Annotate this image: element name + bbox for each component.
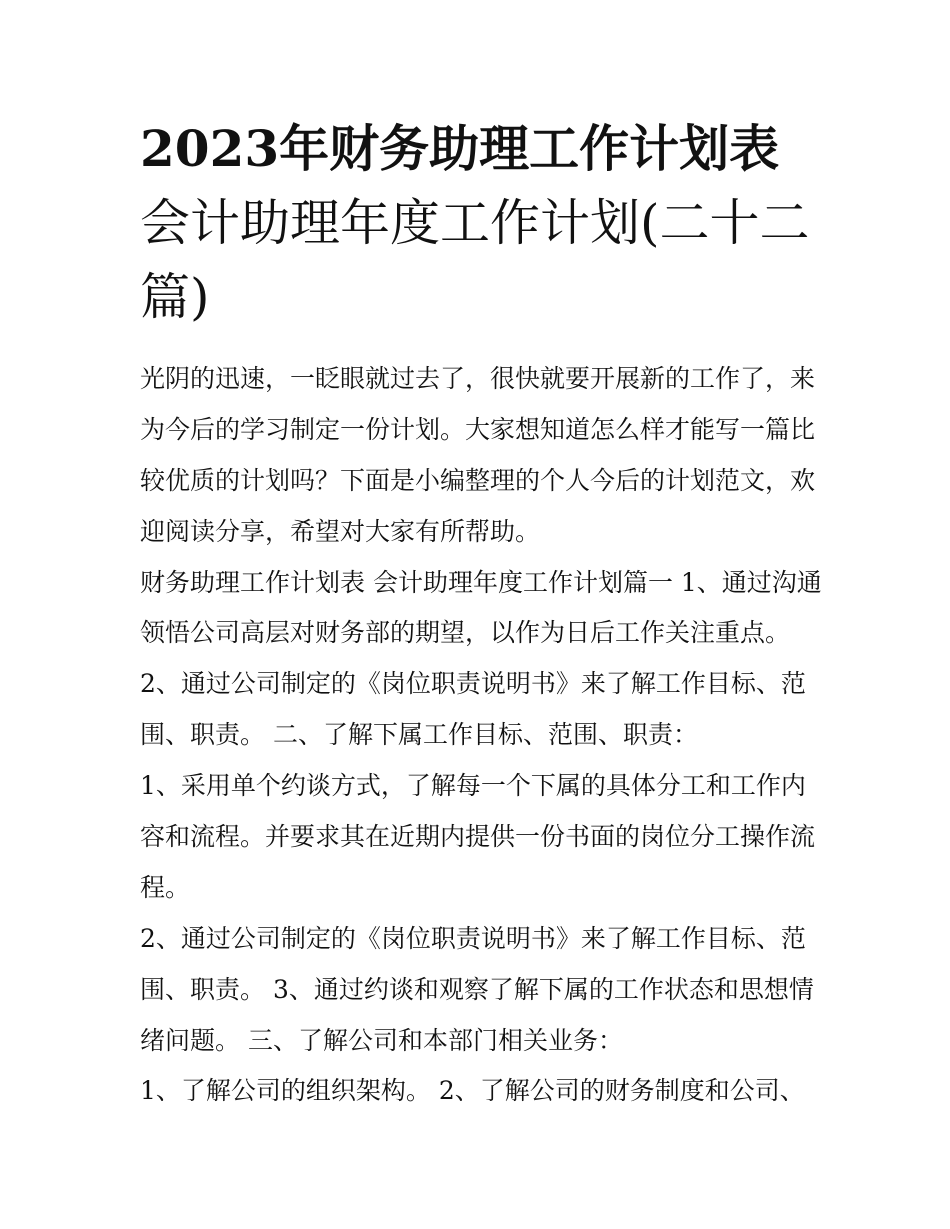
body-line: 程。	[140, 872, 191, 902]
body-line: 围、职责。 二、了解下属工作目标、范围、职责：	[140, 720, 698, 750]
body-line: 领悟公司高层对财务部的期望，以作为日后工作关注重点。	[140, 618, 791, 648]
body-line: 为今后的学习制定一份计划。大家想知道怎么样才能写一篇比	[140, 414, 816, 444]
body-line: 财务助理工作计划表 会计助理年度工作计划篇一 1、通过沟通	[140, 567, 822, 597]
document-body	[140, 354, 830, 1117]
body-line: 迎阅读分享，希望对大家有所帮助。	[140, 516, 541, 546]
document-title	[140, 112, 830, 334]
body-line: 较优质的计划吗？下面是小编整理的个人今后的计划范文，欢	[140, 465, 816, 495]
body-line: 绪问题。 三、了解公司和本部门相关业务：	[140, 1025, 623, 1055]
title-line: 篇)	[140, 268, 210, 326]
body-line: 1、了解公司的组织架构。 2、了解公司的财务制度和公司、	[140, 1076, 805, 1106]
title-line: 会计助理年度工作计划(二十二	[140, 194, 810, 252]
body-line: 2、通过公司制定的《岗位职责说明书》来了解工作目标、范	[140, 923, 806, 953]
title-line: 2023年财务助理工作计划表	[140, 119, 780, 178]
body-line: 容和流程。并要求其在近期内提供一份书面的岗位分工操作流	[140, 822, 816, 852]
body-line: 1、采用单个约谈方式，了解每一个下属的具体分工和工作内	[140, 771, 806, 801]
body-line: 2、通过公司制定的《岗位职责说明书》来了解工作目标、范	[140, 669, 806, 699]
body-line: 光阴的迅速，一眨眼就过去了，很快就要开展新的工作了，来	[140, 364, 816, 393]
body-line: 围、职责。 3、通过约谈和观察了解下属的工作状态和思想情	[140, 974, 814, 1004]
